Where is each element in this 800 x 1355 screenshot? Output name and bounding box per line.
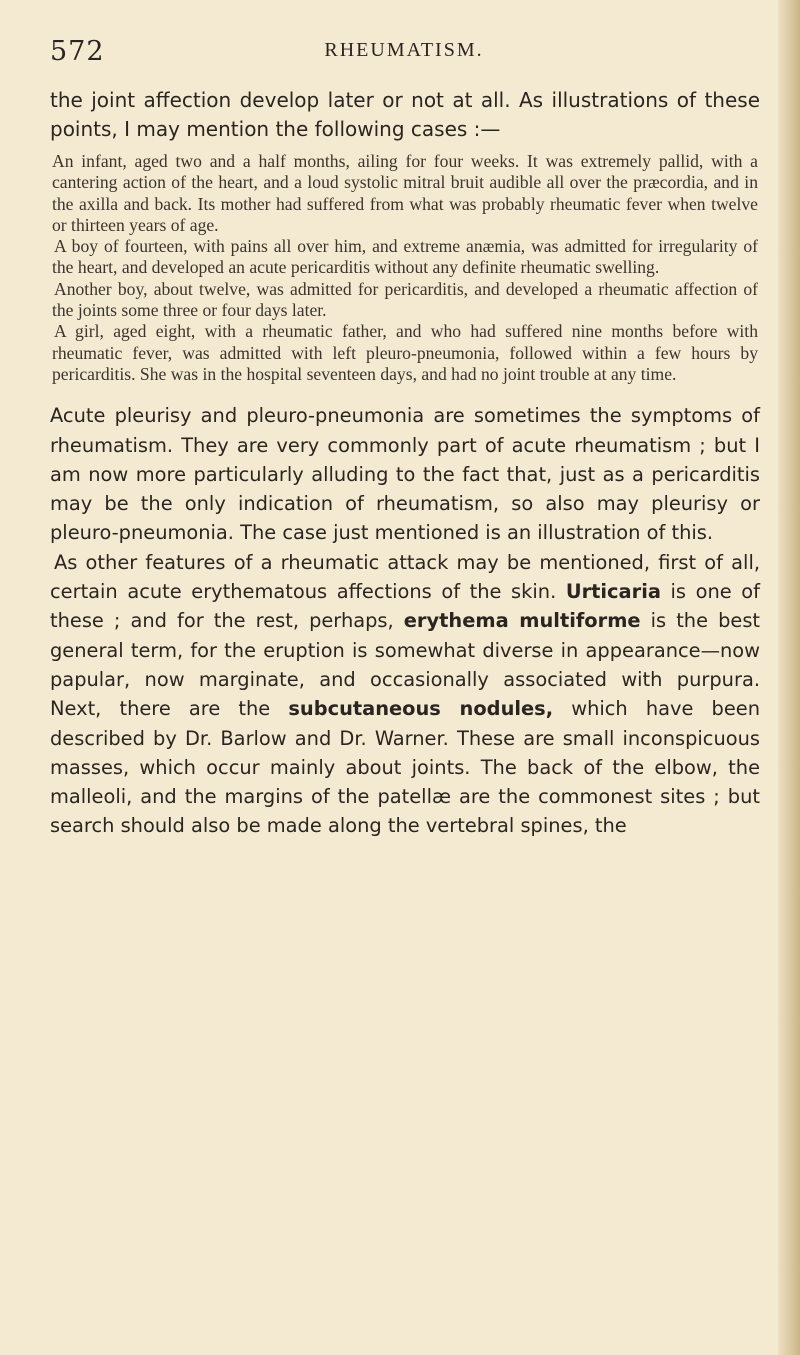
main-paragraphs bbox=[50, 401, 760, 840]
case-paragraph: Another boy, about twelve, was admitted for pericarditis, and developed a rheumatic affection of the joints some three or four days later. bbox=[52, 278, 758, 321]
features-paragraph bbox=[50, 548, 760, 841]
case-paragraph: A boy of fourteen, with pains all over him, and extreme anæmia, was admitted for irregularity of the heart, and developed an acute pericarditis without any definite rheumatic swelling. bbox=[52, 236, 758, 278]
text-run: is the best general term, for the eruption is somewhat diverse in appearance—now papular, now marginate, and occasionally associated with purpura. Next, there are the bbox=[50, 609, 761, 721]
page-body bbox=[50, 86, 760, 841]
page-header bbox=[50, 36, 758, 72]
case-paragraph: An infant, aged two and a half months, ailing for four weeks. It was extremely pallid, with a cantering action of the heart, and a loud systolic mitral bruit audible all over the præcordia, and in the axilla and back. Its mother had suffered from what was probably rheumatic fever when twelve or thirteen years of age. bbox=[52, 151, 758, 235]
term-urticaria: Urticaria bbox=[565, 580, 661, 604]
text-run: As other features of a rheumatic attack may be mentioned, first of all, certain acute erythematous affections of the skin. bbox=[50, 550, 760, 604]
term-subcutaneous-nodules: subcutaneous nodules, bbox=[288, 697, 554, 721]
case-paragraph: A girl, aged eight, with a rheumatic father, and who had suffered nine months before with rheumatic fever, was admitted with left pleuro-pneumonia, followed within a few hours by pericarditis. She was in the hospital seventeen days, and had no joint trouble at any time. bbox=[52, 321, 758, 384]
pleurisy-paragraph: Acute pleurisy and pleuro-pneumonia are sometimes the symptoms of rheumatism. They are very commonly part of acute rheumatism ; but I am now more particularly alluding to the fact that, just as a pericarditis may be the only indication of rheumatism, so also may pleurisy or pleuro-pneumonia. The case just mentioned is an illustration of this. bbox=[50, 404, 760, 545]
term-erythema-multiforme: erythema multiforme bbox=[403, 609, 641, 633]
case-list bbox=[50, 151, 760, 385]
page-number: 572 bbox=[50, 36, 105, 67]
page-edge bbox=[778, 0, 800, 1355]
running-head: RHEUMATISM. bbox=[324, 39, 484, 61]
text-run: which have been described by Dr. Barlow and Dr. Warner. These are small inconspicuous masses, which occur mainly about joints. The back of the elbow, the malleoli, and the margins of the patellæ are the commonest sites ; but search should also be made along the vertebral spines, the bbox=[50, 697, 760, 838]
intro-paragraph: the joint affection develop later or not at all. As illustrations of these points, I may mention the following cases :— bbox=[50, 88, 760, 141]
text-run: is one of these ; and for the rest, perhaps, bbox=[50, 580, 760, 633]
